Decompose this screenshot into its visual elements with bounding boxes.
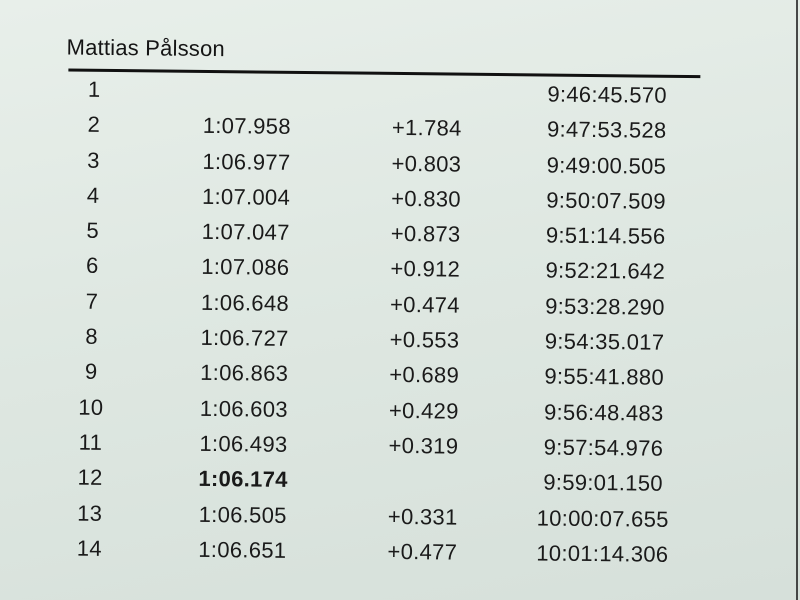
- gap-to-best: +0.477: [387, 538, 458, 565]
- time-of-day: 9:50:07.509: [546, 187, 666, 214]
- gap-to-best: [372, 80, 482, 81]
- gap-to-best: +0.319: [388, 432, 459, 459]
- time-of-day: 9:54:35.017: [544, 328, 665, 355]
- gap-to-best: +0.803: [391, 150, 462, 177]
- gap-to-best: +0.331: [387, 503, 458, 530]
- driver-name: Mattias Pålsson: [66, 34, 226, 62]
- lap-number: 3: [87, 147, 100, 173]
- time-of-day: 9:57:54.976: [543, 434, 664, 461]
- lap-time: 1:06.727: [200, 324, 289, 351]
- lap-table: [0, 72, 800, 575]
- lap-number: 1: [87, 76, 101, 102]
- gap-to-best: +0.830: [391, 185, 462, 212]
- gap-to-best: +0.873: [390, 221, 461, 247]
- gap-to-best: +0.553: [389, 326, 460, 353]
- lap-number: 14: [76, 535, 103, 561]
- paper-edge: [796, 0, 798, 600]
- time-of-day: 9:55:41.880: [544, 363, 665, 391]
- lap-number: 12: [77, 464, 103, 491]
- time-of-day: 9:47:53.528: [546, 116, 667, 144]
- gap-to-best: +0.912: [390, 256, 461, 283]
- time-of-day: 9:51:14.556: [545, 222, 666, 249]
- lap-number: 13: [77, 500, 103, 526]
- lap-number: 4: [86, 182, 100, 208]
- lap-number: 6: [85, 253, 99, 279]
- lap-time: 1:06.863: [200, 360, 289, 387]
- time-of-day: 9:59:01.150: [543, 469, 663, 497]
- time-of-day: 9:52:21.642: [545, 258, 666, 285]
- time-of-day: 9:53:28.290: [545, 293, 665, 320]
- lap-time: [182, 78, 312, 79]
- time-of-day: 9:46:45.570: [547, 81, 668, 108]
- lap-number: 5: [86, 217, 100, 244]
- lap-time: 1:07.004: [201, 183, 291, 210]
- lap-time: 1:07.958: [202, 113, 291, 140]
- time-of-day: 10:01:14.306: [536, 540, 669, 567]
- gap-to-best: +0.689: [389, 362, 460, 388]
- lap-time: 1:06.651: [198, 536, 287, 563]
- lap-number: 8: [85, 323, 98, 349]
- lap-time: 1:06.977: [202, 148, 291, 175]
- lap-time: 1:06.505: [198, 501, 287, 528]
- lap-number: 10: [78, 394, 104, 420]
- lap-time: 1:07.086: [201, 254, 290, 281]
- gap-to-best: +1.784: [391, 115, 462, 141]
- lap-time: 1:06.174: [198, 466, 288, 493]
- time-of-day: 9:49:00.505: [546, 152, 667, 179]
- lap-number: 2: [87, 112, 101, 138]
- lap-time: 1:06.603: [199, 395, 288, 422]
- lap-number: 11: [78, 429, 103, 455]
- lap-time: 1:06.493: [199, 430, 288, 457]
- gap-to-best: +0.474: [389, 291, 460, 318]
- time-of-day: 9:56:48.483: [543, 399, 664, 426]
- gap-to-best: [368, 468, 478, 469]
- lap-time: 1:06.648: [200, 289, 290, 316]
- table-row: [0, 531, 798, 575]
- gap-to-best: +0.429: [388, 397, 459, 424]
- lap-number: 9: [84, 359, 98, 385]
- lap-number: 7: [85, 288, 99, 314]
- lap-time: 1:07.047: [201, 219, 290, 246]
- time-of-day: 10:00:07.655: [536, 505, 669, 532]
